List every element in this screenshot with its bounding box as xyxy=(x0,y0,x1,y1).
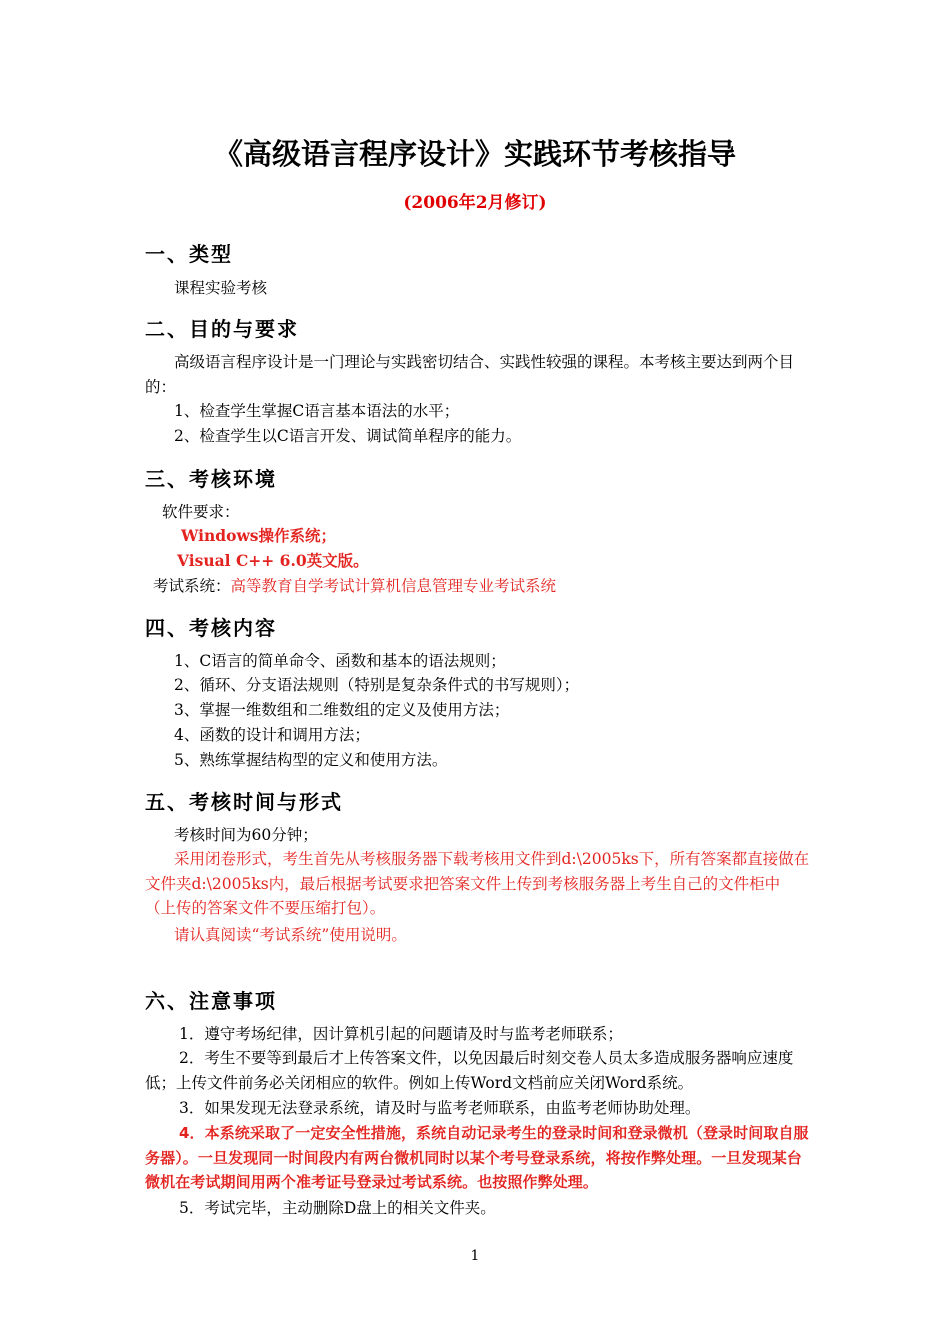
software-os: Windows操作系统； xyxy=(181,526,337,545)
section-4-item-4: 4、函数的设计和调用方法； xyxy=(174,726,370,744)
exam-system-label: 考试系统： xyxy=(153,577,231,595)
exam-time: 考核时间为60分钟； xyxy=(174,826,318,844)
section-6-heading: 六、注意事项 xyxy=(145,989,277,1013)
note-5: 5．考试完毕，主动删除D盘上的相关文件夹。 xyxy=(179,1199,496,1217)
section-5-heading: 五、考核时间与形式 xyxy=(145,790,343,814)
note-2: 2．考生不要等到最后才上传答案文件，以免因最后时刻交卷人员太多造成服务器响应速度低；上传文件前务必关闭相应的软件。例如上传Word文档前应关闭Word系统。 xyxy=(145,1049,794,1092)
software-label: 软件要求： xyxy=(162,503,240,521)
document-subtitle: (2006年2月修订) xyxy=(403,193,547,213)
section-4-item-5: 5、熟练掌握结构型的定义和使用方法。 xyxy=(174,751,448,769)
section-4-item-3: 3、掌握一维数组和二维数组的定义及使用方法； xyxy=(174,701,510,719)
note-4: 4．本系统采取了一定安全性措施，系统自动记录考生的登录时间和登录微机（登录时间取自服务器）。一旦发现同一时间段内有两台微机同时以某个考号登录系统，将按作弊处理。一旦发现某台微机在考试期间用两个准考证号登录过考试系统。也按照作弊处理。 xyxy=(145,1124,809,1191)
software-ide: Visual C++ 6.0英文版。 xyxy=(177,551,369,570)
document-title: 《高级语言程序设计》实践环节考核指导 xyxy=(213,137,736,171)
read-instructions: 请认真阅读“考试系统”使用说明。 xyxy=(174,926,407,944)
section-1-text: 课程实验考核 xyxy=(174,279,268,297)
section-4-item-2: 2、循环、分支语法规则（特别是复杂条件式的书写规则）； xyxy=(174,676,580,694)
section-2-item-1: 1、检查学生掌握C语言基本语法的水平； xyxy=(174,402,460,420)
section-4-heading: 四、考核内容 xyxy=(145,616,277,640)
exam-form: 采用闭卷形式，考生首先从考核服务器下载考核用文件到d:\2005ks下，所有答案都直接做在文件夹d:\2005ks内，最后根据考试要求把答案文件上传到考核服务器上考生自己的文件柜中（上传的答案文件不要压缩打包）。 xyxy=(145,850,810,917)
note-1: 1．遵守考场纪律，因计算机引起的问题请及时与监考老师联系； xyxy=(179,1025,623,1043)
page-number: 1 xyxy=(470,1248,480,1264)
section-1-heading: 一、类型 xyxy=(145,242,233,266)
exam-system-value: 高等教育自学考试计算机信息管理专业考试系统 xyxy=(230,577,557,595)
section-2-intro: 高级语言程序设计是一门理论与实践密切结合、实践性较强的课程。本考核主要达到两个目的： xyxy=(145,353,795,396)
exam-system-line xyxy=(145,574,818,599)
note-3: 3．如果发现无法登录系统，请及时与监考老师联系，由监考老师协助处理。 xyxy=(179,1099,701,1117)
section-2-item-2: 2、检查学生以C语言开发、调试简单程序的能力。 xyxy=(174,427,522,445)
section-4-item-1: 1、C语言的简单命令、函数和基本的语法规则； xyxy=(174,652,506,670)
section-2-heading: 二、目的与要求 xyxy=(145,317,299,341)
section-3-heading: 三、考核环境 xyxy=(145,467,277,491)
